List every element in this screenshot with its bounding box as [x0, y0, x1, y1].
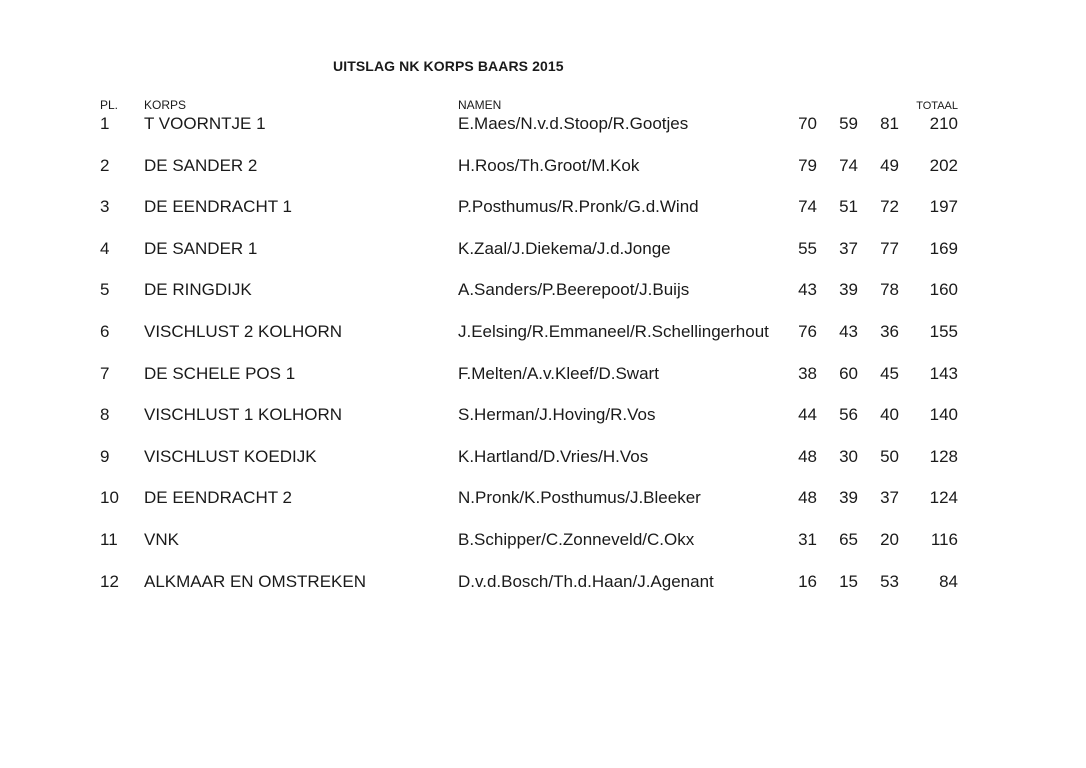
cell-namen: H.Roos/Th.Groot/M.Kok	[458, 155, 640, 175]
cell-score-2: 74	[839, 155, 858, 175]
cell-score-1: 70	[798, 114, 817, 133]
cell-korps: VNK	[144, 529, 179, 549]
cell-korps: DE RINGDIJK	[144, 280, 252, 300]
cell-korps: DE SCHELE POS 1	[144, 363, 296, 383]
cell-score-1: 16	[798, 571, 817, 591]
cell-score-3: 49	[880, 155, 899, 175]
cell-totaal: 143	[929, 363, 958, 383]
cell-score-1: 48	[798, 488, 817, 508]
cell-namen: D.v.d.Bosch/Th.d.Haan/J.Agenant	[458, 571, 714, 591]
cell-totaal: 140	[929, 405, 958, 425]
cell-totaal: 202	[929, 155, 958, 175]
cell-korps: DE EENDRACHT 1	[144, 197, 292, 217]
cell-score-2: 15	[839, 571, 858, 591]
cell-score-2: 56	[839, 405, 858, 425]
cell-score-1: 43	[798, 280, 817, 300]
cell-totaal: 128	[929, 446, 958, 466]
page-title: UITSLAG NK KORPS BAARS 2015	[333, 58, 564, 74]
table-row	[0, 447, 1086, 489]
cell-namen: P.Posthumus/R.Pronk/G.d.Wind	[458, 197, 699, 217]
cell-score-3: 78	[880, 280, 899, 300]
cell-namen: S.Herman/J.Hoving/R.Vos	[458, 405, 656, 425]
cell-score-3: 36	[880, 321, 899, 341]
table-row	[0, 488, 1086, 530]
cell-score-3: 45	[880, 363, 899, 383]
cell-namen: B.Schipper/C.Zonneveld/C.Okx	[458, 529, 695, 549]
column-header-totaal: TOTAAL	[916, 100, 958, 112]
results-table	[0, 114, 1086, 613]
cell-korps: ALKMAAR EN OMSTREKEN	[144, 571, 366, 591]
cell-place: 2	[100, 155, 110, 175]
cell-place: 3	[100, 197, 110, 217]
cell-namen: F.Melten/A.v.Kleef/D.Swart	[458, 363, 659, 383]
cell-place: 12	[100, 571, 119, 591]
cell-korps: T VOORNTJE 1	[144, 114, 266, 133]
cell-place: 6	[100, 321, 110, 341]
cell-place: 9	[100, 446, 110, 466]
cell-namen: K.Zaal/J.Diekema/J.d.Jonge	[458, 238, 671, 258]
cell-totaal: 160	[929, 280, 958, 300]
column-header-namen: NAMEN	[458, 98, 502, 112]
cell-totaal: 84	[939, 571, 958, 591]
cell-score-1: 55	[798, 238, 817, 258]
cell-score-3: 40	[880, 405, 899, 425]
cell-place: 10	[100, 488, 119, 508]
table-row	[0, 405, 1086, 447]
cell-namen: E.Maes/N.v.d.Stoop/R.Gootjes	[458, 114, 689, 133]
cell-namen: J.Eelsing/R.Emmaneel/R.Schellingerhout	[458, 321, 769, 341]
table-row	[0, 322, 1086, 364]
cell-score-1: 76	[798, 321, 817, 341]
cell-score-2: 51	[839, 197, 858, 217]
cell-score-1: 79	[798, 155, 817, 175]
table-row	[0, 364, 1086, 406]
cell-score-3: 53	[880, 571, 899, 591]
cell-score-3: 37	[880, 488, 899, 508]
cell-totaal: 197	[929, 197, 958, 217]
cell-score-2: 43	[839, 321, 858, 341]
cell-score-1: 38	[798, 363, 817, 383]
cell-korps: DE SANDER 1	[144, 238, 258, 258]
cell-totaal: 210	[929, 114, 958, 133]
cell-place: 7	[100, 363, 110, 383]
cell-korps: DE SANDER 2	[144, 155, 258, 175]
cell-totaal: 116	[930, 529, 958, 549]
cell-score-1: 48	[798, 446, 817, 466]
cell-score-3: 77	[880, 238, 899, 258]
cell-korps: VISCHLUST 1 KOLHORN	[144, 405, 343, 425]
cell-score-2: 37	[839, 238, 858, 258]
cell-korps: DE EENDRACHT 2	[144, 488, 292, 508]
cell-place: 11	[100, 529, 118, 549]
table-row	[0, 530, 1086, 572]
table-row	[0, 114, 1086, 156]
cell-place: 8	[100, 405, 110, 425]
cell-score-2: 59	[839, 114, 858, 133]
table-row	[0, 156, 1086, 198]
column-header-korps: KORPS	[144, 98, 187, 112]
cell-namen: K.Hartland/D.Vries/H.Vos	[458, 446, 649, 466]
cell-score-3: 50	[880, 446, 899, 466]
cell-korps: VISCHLUST KOEDIJK	[144, 446, 317, 466]
cell-score-3: 81	[880, 114, 899, 133]
cell-totaal: 169	[929, 238, 958, 258]
column-header-pl: PL.	[100, 98, 119, 112]
cell-namen: A.Sanders/P.Beerepoot/J.Buijs	[458, 280, 690, 300]
cell-score-3: 20	[880, 529, 899, 549]
cell-totaal: 124	[929, 488, 958, 508]
cell-score-3: 72	[880, 197, 899, 217]
table-row	[0, 197, 1086, 239]
cell-score-2: 30	[839, 446, 858, 466]
cell-korps: VISCHLUST 2 KOLHORN	[144, 321, 343, 341]
cell-score-1: 74	[798, 197, 817, 217]
cell-place: 4	[100, 238, 110, 258]
table-row	[0, 239, 1086, 281]
cell-score-1: 44	[798, 405, 817, 425]
table-row	[0, 572, 1086, 614]
cell-score-2: 65	[839, 529, 858, 549]
cell-place: 1	[100, 114, 110, 133]
cell-namen: N.Pronk/K.Posthumus/J.Bleeker	[458, 488, 701, 508]
cell-score-2: 39	[839, 488, 858, 508]
cell-place: 5	[100, 280, 110, 300]
cell-score-2: 39	[839, 280, 858, 300]
cell-score-1: 31	[798, 529, 817, 549]
cell-score-2: 60	[839, 363, 858, 383]
table-row	[0, 280, 1086, 322]
cell-totaal: 155	[929, 321, 958, 341]
